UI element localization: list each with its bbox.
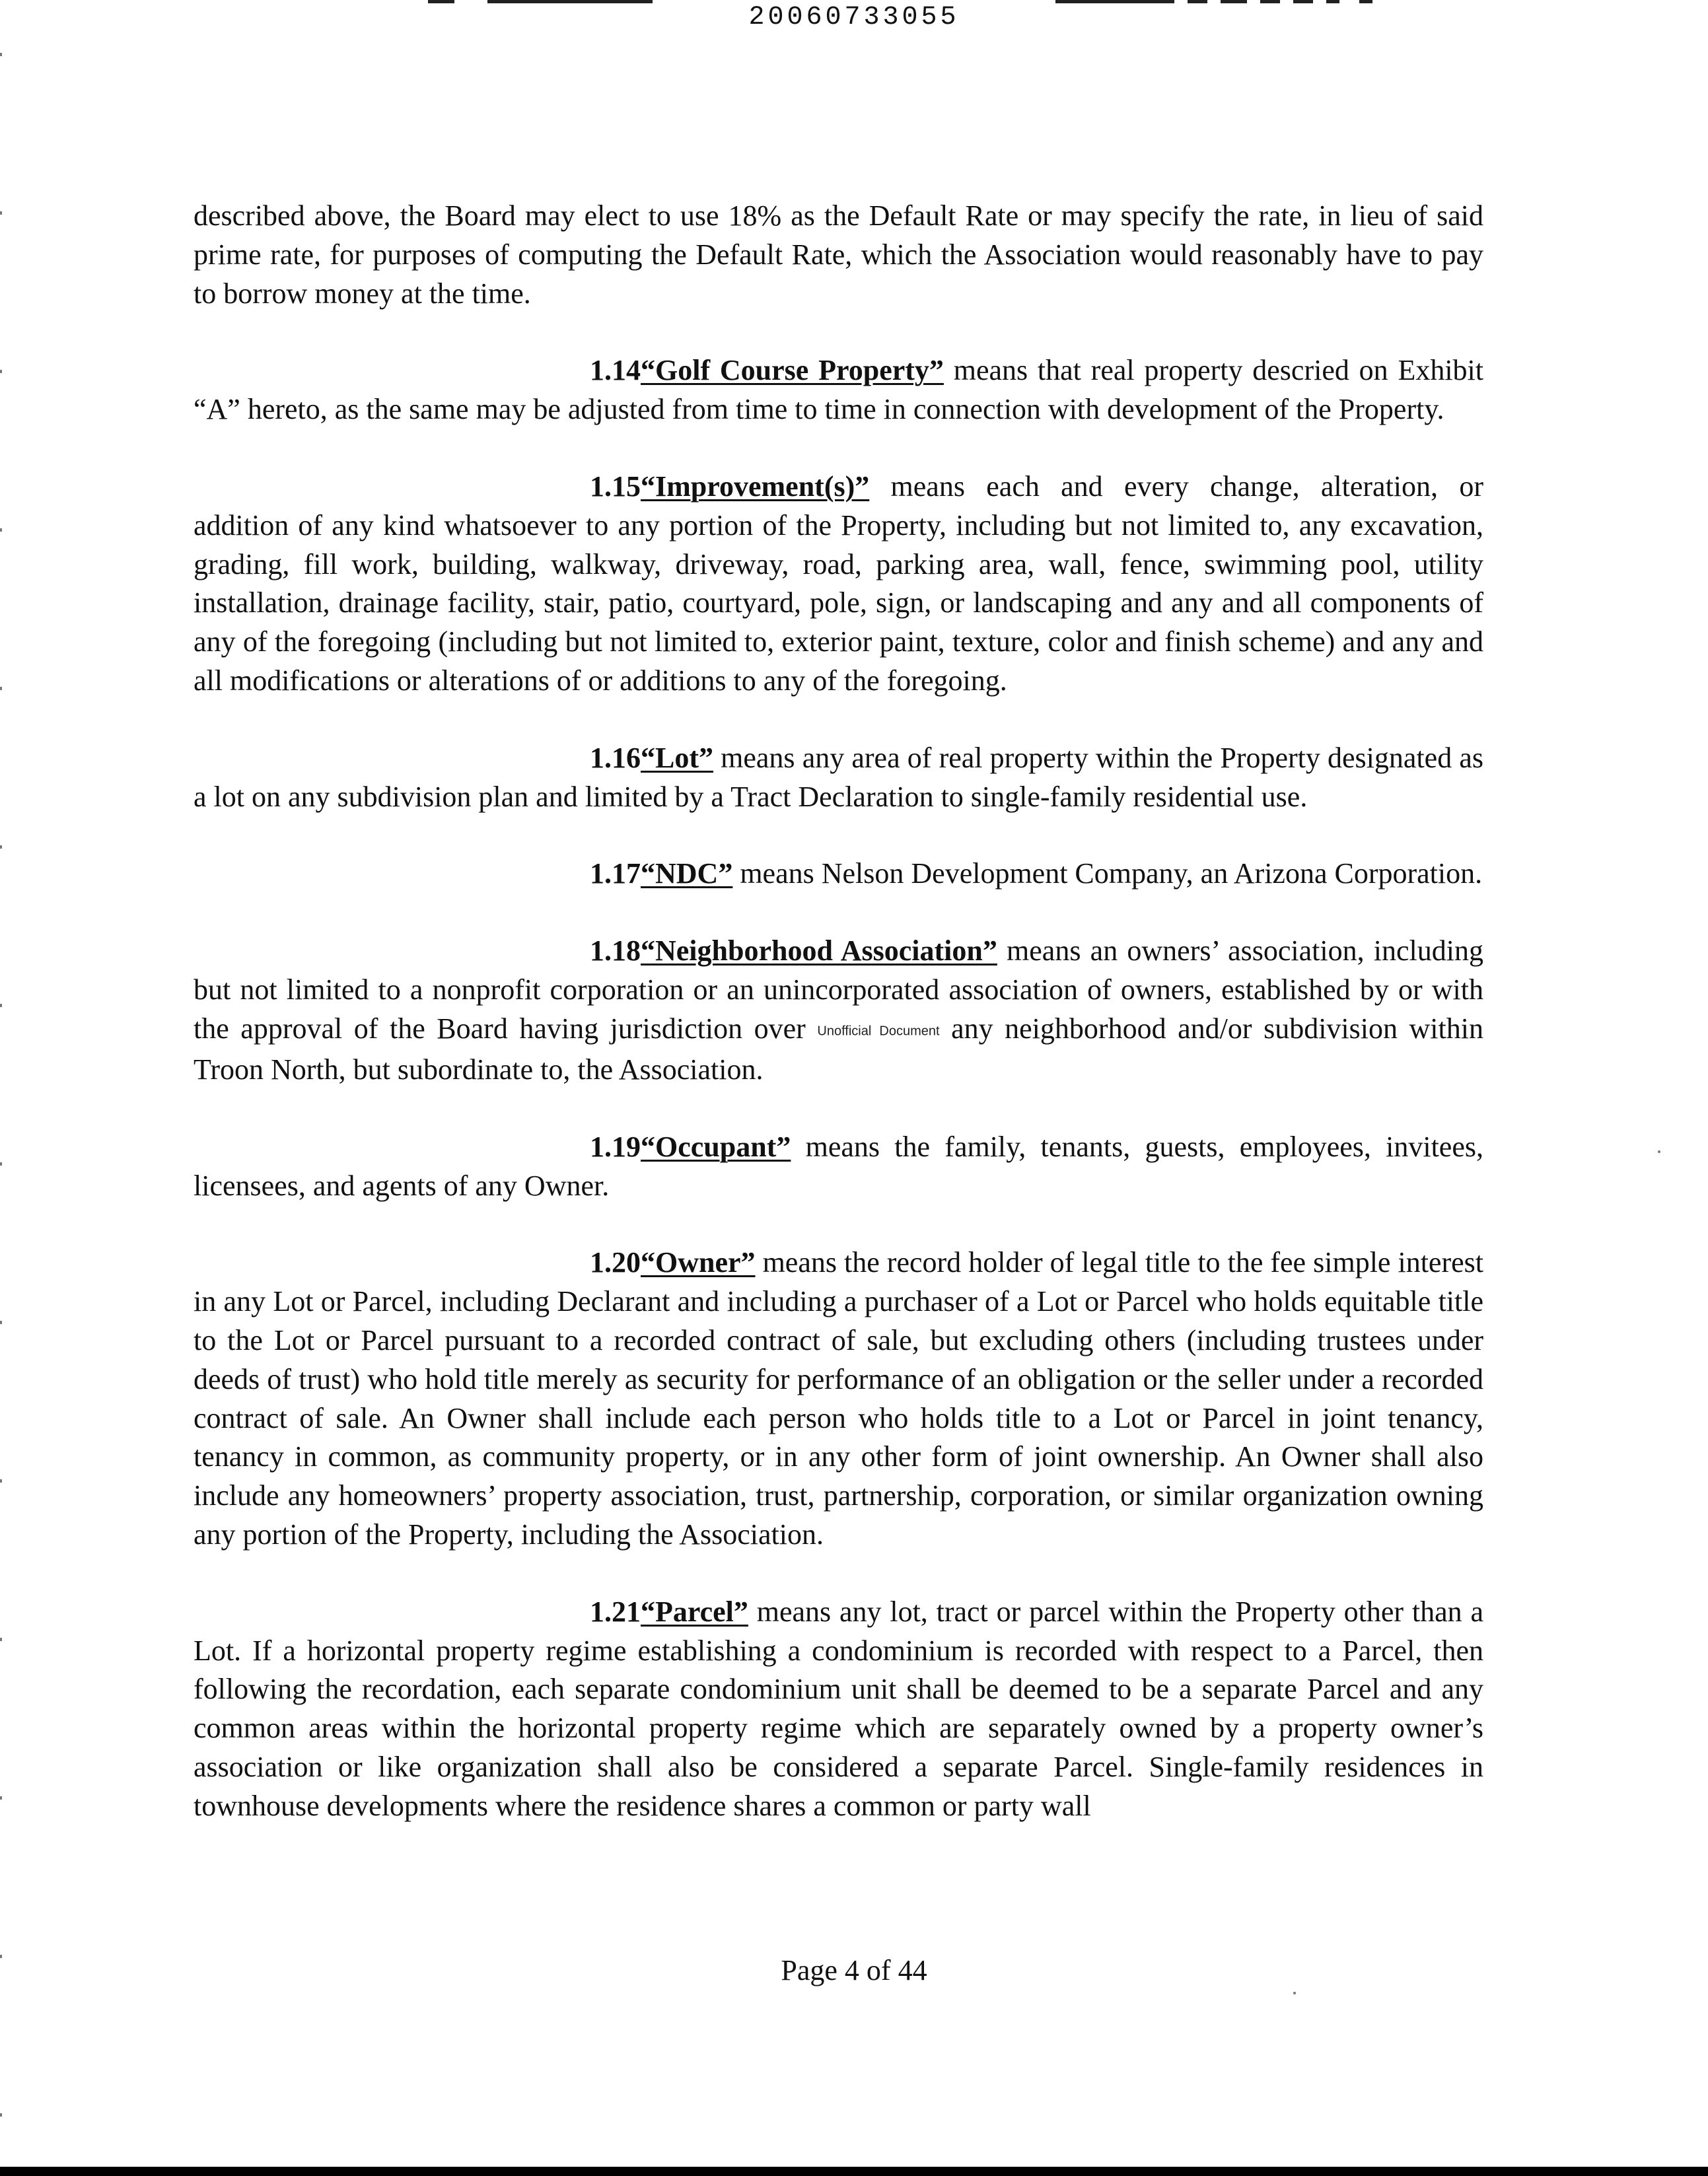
defined-term: “Neighborhood Association” <box>641 934 997 967</box>
section-1-21 <box>194 1593 1483 1826</box>
section-1-20 <box>194 1244 1483 1554</box>
section-number: 1.19 <box>590 1130 641 1163</box>
definition-text: means any lot, tract or parcel within the Property other than a Lot. If a horizontal property regime establishing a condominium is recorded with respect to a Parcel, then following the recordation, each separate condominium unit shall be deemed to be a separate Parcel and any common areas within the horizontal property regime which are separately owned by a property owner’s association or like organization shall also be considered a separate Parcel. Single-family residences in townhouse developments where the residence shares a common or party wall <box>194 1595 1483 1822</box>
defined-term: “Golf Course Property” <box>641 354 944 387</box>
defined-term: “Parcel” <box>641 1595 748 1628</box>
section-number: 1.16 <box>590 741 641 774</box>
defined-term: “Lot” <box>641 741 713 774</box>
defined-term: “Improvement(s)” <box>641 470 870 503</box>
definition-text: means each and every change, alteration, or addition of any kind whatsoever to any portion of the Property, including but not limited to, any excavation, grading, fill work, building, walkway, driveway, road, parking area, wall, fence, swimming pool, utility installation, drainage facility, stair, patio, courtyard, pole, sign, or landscaping and any and all components of any of the foregoing (including but not limited to, exterior paint, texture, color and finish scheme) and any and all modifications or alterations of or additions to any of the foregoing. <box>194 470 1483 697</box>
section-1-15 <box>194 468 1483 701</box>
section-number: 1.18 <box>590 934 641 967</box>
document-number: 20060733055 <box>748 3 960 32</box>
section-number: 1.14 <box>590 354 641 387</box>
scan-bottom-border <box>0 2167 1708 2176</box>
section-number: 1.20 <box>590 1246 641 1279</box>
document-body <box>194 197 1483 1826</box>
section-1-18 <box>194 932 1483 1090</box>
section-number: 1.15 <box>590 470 641 503</box>
definition-text: means an owners’ association, including but not limited to a nonprofit corporation or an unincorporated association of owners, established by or with the approval of the Board having jurisdiction over <box>194 934 1483 1045</box>
definition-text: means the record holder of legal title to the fee simple interest in any Lot or Parcel, including Declarant and including a purchaser of a Lot or Parcel who holds equitable title to the Lot or Parcel pursuant to a recorded contract of sale, but excluding others (including trustees under deeds of trust) who hold title merely as security for performance of an obligation or the seller under a recorded contract of sale. An Owner shall include each person who holds title to a Lot or Parcel in joint tenancy, tenancy in common, as community property, or in any other form of joint ownership. An Owner shall also include any homeowners’ property association, trust, partnership, corporation, or similar organization owning any portion of the Property, including the Association. <box>194 1246 1483 1551</box>
section-1-16 <box>194 739 1483 817</box>
defined-term: “Owner” <box>641 1246 756 1279</box>
paragraph-text: described above, the Board may elect to use 18% as the Default Rate or may specify the rate, in lieu of said prime rate, for purposes of computing the Default Rate, which the Association would reasonably have to pay to borrow money at the time. <box>194 199 1483 310</box>
section-1-19 <box>194 1128 1483 1206</box>
defined-term: “NDC” <box>641 857 733 890</box>
section-number: 1.17 <box>590 857 641 890</box>
section-1-17 <box>194 855 1483 894</box>
scan-speck <box>1293 1992 1296 1994</box>
scan-speck <box>1658 1150 1660 1153</box>
defined-term: “Occupant” <box>641 1130 791 1163</box>
definition-text-continued: any neighborhood and/or subdivision within Troon North, but subordinate to, the Association. <box>194 1012 1483 1086</box>
page-number: Page 4 of 44 <box>781 1954 927 1986</box>
definition-text: means the family, tenants, guests, employees, invitees, licensees, and agents of any Owner. <box>194 1130 1483 1202</box>
paragraph-continuation <box>194 197 1483 313</box>
unofficial-document-watermark: Unofficial Document <box>817 1024 940 1039</box>
definition-text: means any area of real property within the Property designated as a lot on any subdivision plan and limited by a Tract Declaration to single-family residential use. <box>194 741 1483 813</box>
section-1-14 <box>194 351 1483 429</box>
definition-text: means that real property descried on Exhibit “A” hereto, as the same may be adjusted from time to time in connection with development of the Property. <box>194 354 1483 426</box>
section-number: 1.21 <box>590 1595 641 1628</box>
definition-text: means Nelson Development Company, an Arizona Corporation. <box>732 857 1483 890</box>
